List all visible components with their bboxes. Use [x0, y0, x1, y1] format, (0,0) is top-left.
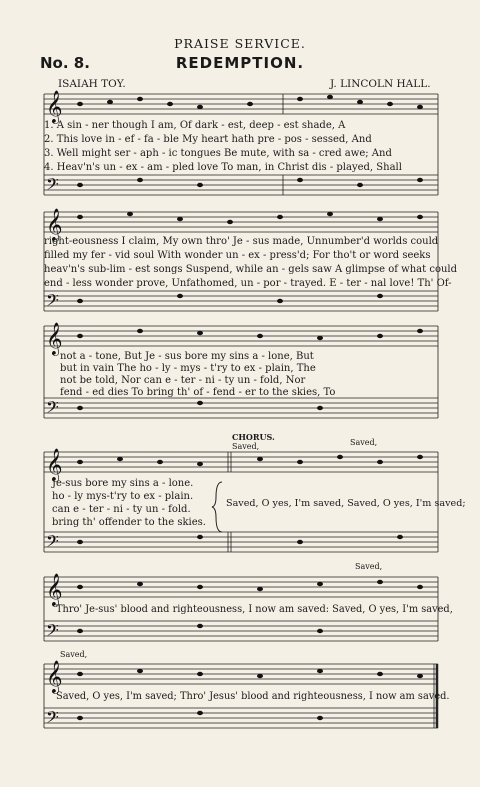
svg-text:𝄞: 𝄞 — [46, 660, 63, 693]
brace — [212, 482, 222, 532]
svg-text:𝄢: 𝄢 — [46, 531, 59, 555]
svg-text:𝄢: 𝄢 — [46, 174, 59, 198]
page-header: PRAISE SERVICE. — [174, 36, 306, 51]
composer: J. LINCOLN HALL. — [330, 78, 431, 90]
lyrics-s3-v2: but in vain The ho - ly - mys - t'ry to ex - plain, The — [60, 363, 316, 374]
svg-text:𝄞: 𝄞 — [46, 90, 63, 123]
saved-label-3: Saved, — [355, 562, 383, 571]
lyrics-s4-v4: bring th' offender to the skies. — [52, 517, 206, 528]
lyrics-s6: Saved, O yes, I'm saved; Thro' Jesus' blood and righteousness, I now am saved. — [56, 691, 450, 702]
saved-label-1: Saved, — [232, 442, 260, 451]
svg-text:𝄢: 𝄢 — [46, 620, 59, 644]
chorus-label: CHORUS. — [232, 432, 275, 442]
lyrics-s4-v1: Je-sus bore my sins a - lone. — [52, 478, 194, 489]
lyrics-s3-v4: fend - ed dies To bring th' of - fend - er to the skies, To — [60, 387, 336, 398]
lyrics-s3-v3: not be told, Nor can e - ter - ni - ty un - fold, Nor — [60, 375, 306, 386]
svg-text:𝄢: 𝄢 — [46, 397, 59, 421]
lyrics-s1-v4: 4. Heav'n's un - ex - am - pled love To man, in Christ dis - played, Shall — [44, 162, 402, 173]
svg-text:𝄢: 𝄢 — [46, 290, 59, 314]
lyrics-s1-v1: 1. A sin - ner though I am, Of dark - est, deep - est shade, A — [44, 120, 346, 131]
lyrics-s5: Thro' Je-sus' blood and righteousness, I now am saved: Saved, O yes, I'm saved, — [56, 604, 453, 615]
lyrics-s1-v2: 2. This love in - ef - fa - ble My heart hath pre - pos - sessed, And — [44, 134, 372, 145]
lyrics-s4-v2: ho - ly mys-t'ry to ex - plain. — [52, 491, 194, 502]
lyrics-s1-v3: 3. Well might ser - aph - ic tongues Be mute, with sa - cred awe; And — [44, 148, 392, 159]
svg-text:𝄞: 𝄞 — [46, 573, 63, 606]
saved-label-4: Saved, — [60, 650, 88, 659]
lyrics-s4-v3: can e - ter - ni - ty un - fold. — [52, 504, 191, 515]
lyrics-s2-v1: right-eousness I claim, My own thro' Je - sus made, Unnumber'd worlds could — [44, 236, 439, 247]
hymn-title: REDEMPTION. — [175, 54, 305, 72]
lyrics-s3-v1: not a - tone, But Je - sus bore my sins a - lone, But — [60, 351, 314, 362]
lyrics-s2-v4: end - less wonder prove, Unfathomed, un - por - trayed. E - ter - nal love! Th' Of- — [44, 278, 452, 289]
svg-text:𝄞: 𝄞 — [46, 322, 63, 355]
svg-text:𝄞: 𝄞 — [46, 448, 63, 481]
hymn-number: No. 8. — [40, 54, 90, 72]
chorus-line-1: Saved, O yes, I'm saved, Saved, O yes, I'm saved; — [226, 498, 466, 509]
svg-text:𝄞: 𝄞 — [46, 208, 63, 241]
saved-label-2: Saved, — [350, 438, 378, 447]
lyricist: ISAIAH TOY. — [58, 78, 126, 90]
clef-icons — [46, 90, 63, 731]
svg-text:𝄢: 𝄢 — [46, 707, 59, 731]
lyrics-s2-v3: heav'n's sub-lim - est songs Suspend, while an - gels saw A glimpse of what could — [44, 264, 458, 275]
lyrics-s2-v2: filled my fer - vid soul With wonder un - ex - press'd; For tho't or word seeks — [44, 250, 431, 261]
